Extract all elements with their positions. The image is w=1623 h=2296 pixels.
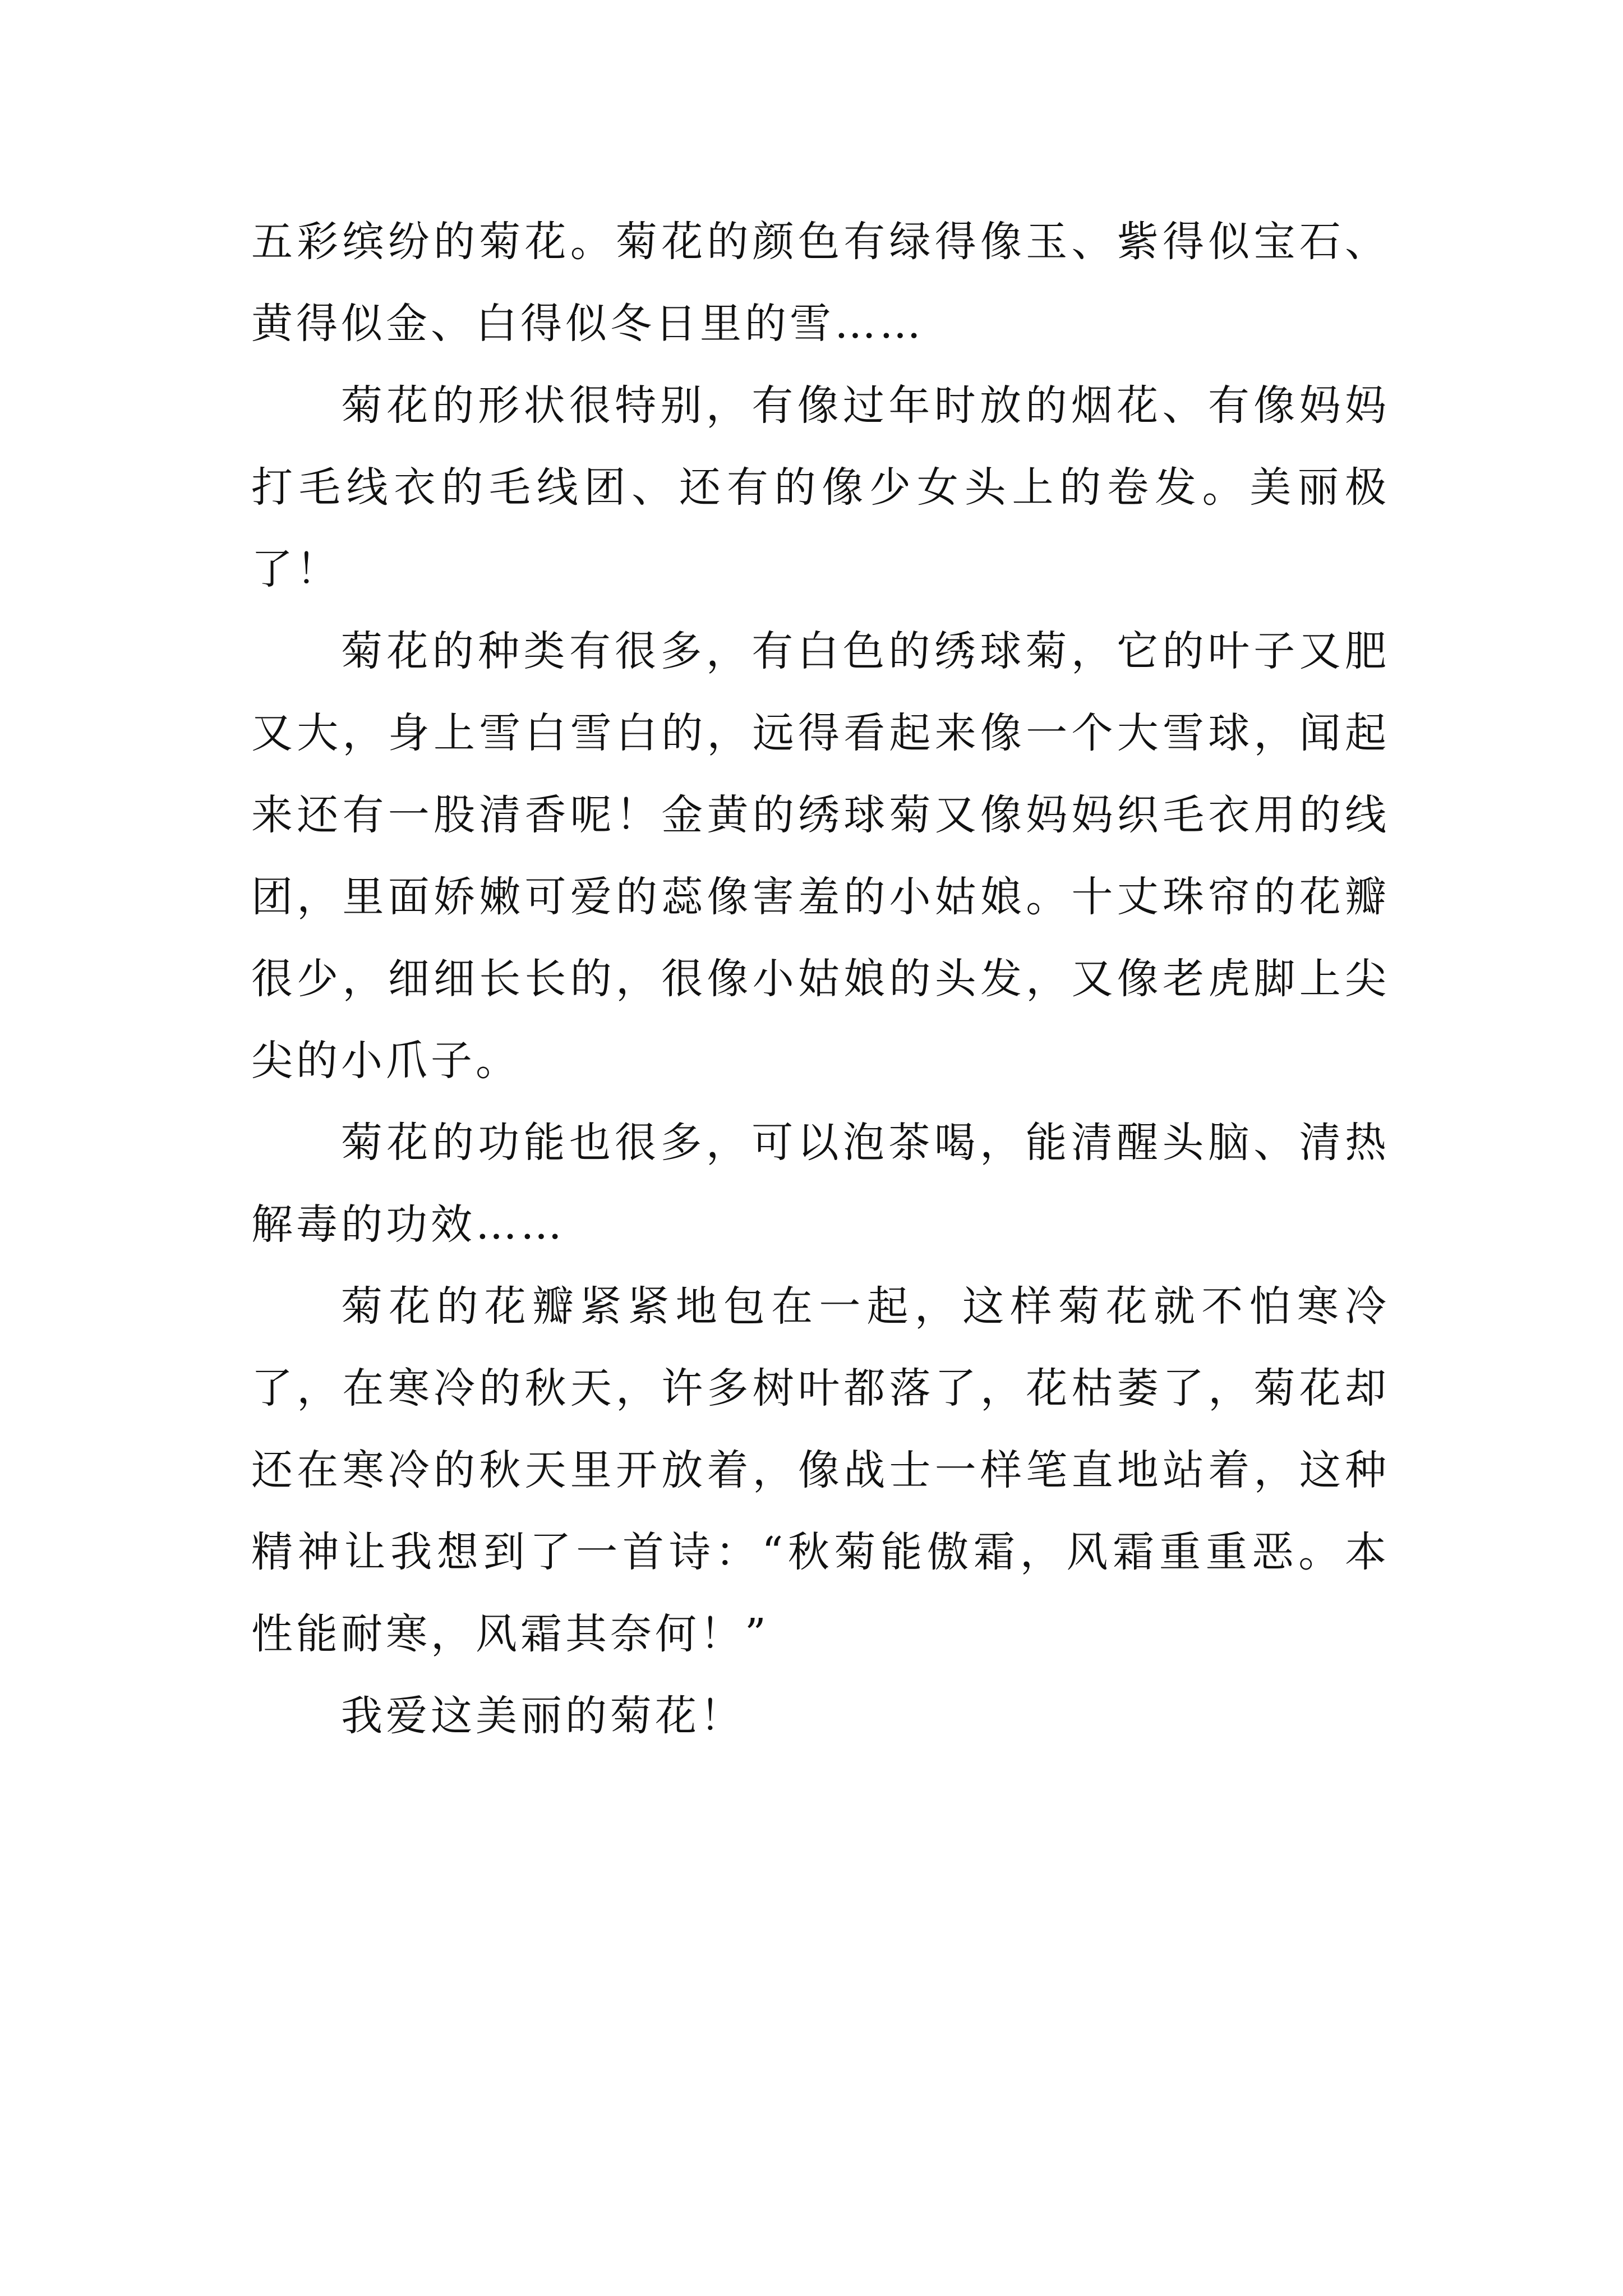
paragraph-shape: 菊花的形状很特别，有像过年时放的烟花、有像妈妈打毛线衣的毛线团、还有的像少女头上的卷发。美丽极了！ (251, 381, 1390, 593)
essay-body (251, 201, 1390, 1757)
paragraph-function: 菊花的功能也很多，可以泡茶喝，能清醒头脑、清热解毒的功效…… (251, 1119, 1390, 1249)
paragraph-varieties: 菊花的种类有很多，有白色的绣球菊，它的叶子又肥又大，身上雪白雪白的，远得看起来像一个大雪球，闻起来还有一股清香呢！金黄的绣球菊又像妈妈织毛衣用的线团，里面娇嫩可爱的蕊像害羞的小姑娘。十丈珠帘的花瓣很少，细细长长的，很像小姑娘的头发，又像老虎脚上尖尖的小爪子。 (251, 627, 1390, 1085)
paragraph-spirit: 菊花的花瓣紧紧地包在一起，这样菊花就不怕寒冷了，在寒冷的秋天，许多树叶都落了，花枯萎了，菊花却还在寒冷的秋天里开放着，像战士一样笔直地站着，这种精神让我想到了一首诗：“秋菊能傲霜，风霜重重恶。本性能耐寒，风霜其奈何！” (251, 1282, 1390, 1658)
paragraph-conclusion: 我爱这美丽的菊花！ (341, 1692, 745, 1740)
paragraph-continuation: 五彩缤纷的菊花。菊花的颜色有绿得像玉、紫得似宝石、黄得似金、白得似冬日里的雪…… (251, 218, 1390, 348)
